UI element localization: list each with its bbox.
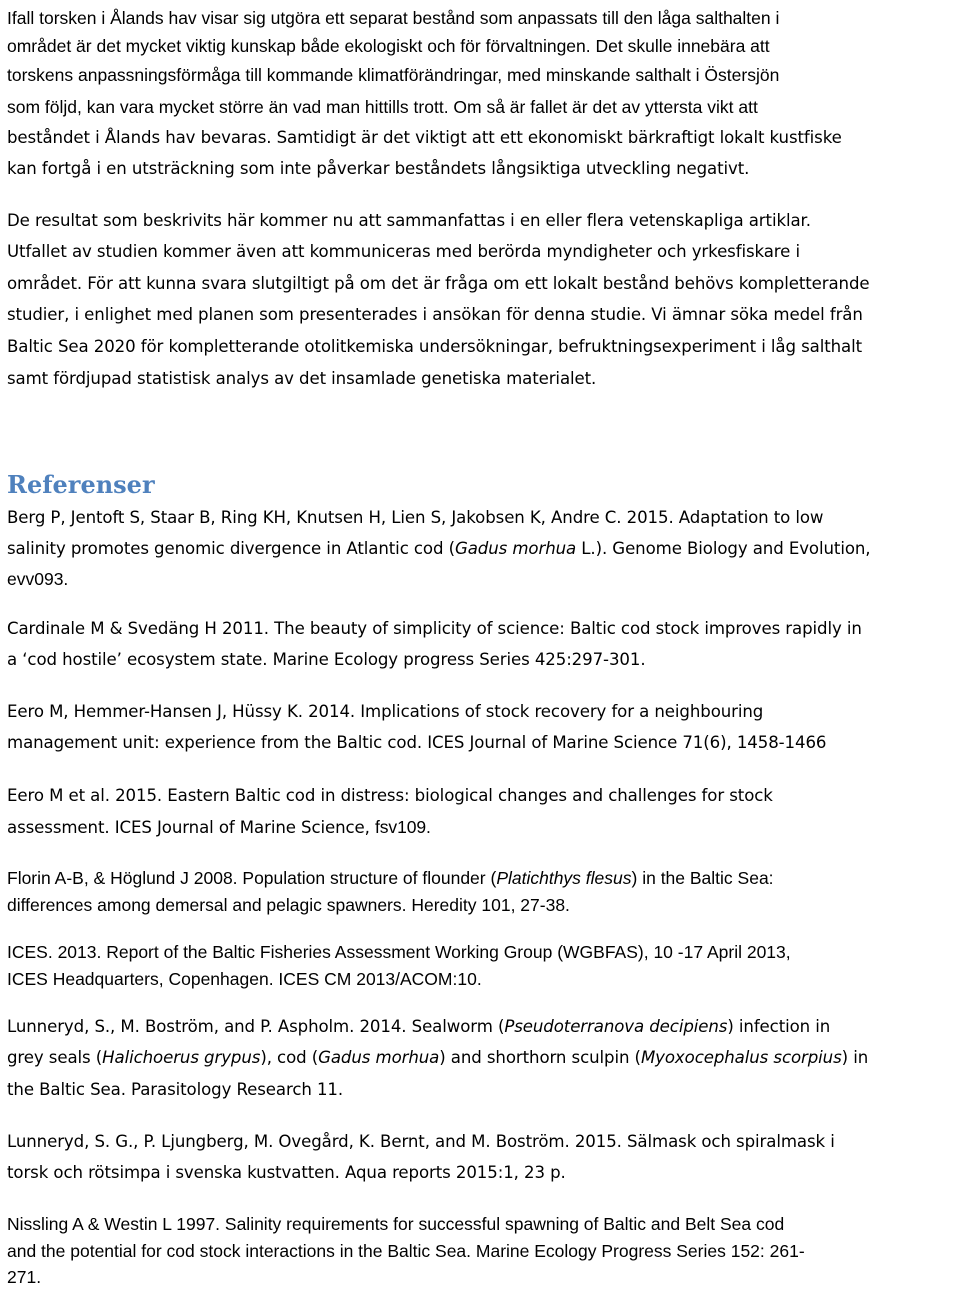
paragraph-1-line-1: Ifall torsken i Ålands hav visar sig utgöra ett separat bestånd som anpassats till den låga salthalten i (7, 8, 780, 28)
reference-nissling-line-2: and the potential for cod stock interactions in the Baltic Sea. Marine Ecology Progress Series 152: 261- (7, 1241, 805, 1261)
reference-lunneryd-2014-line-1: Lunneryd, S., M. Boström, and P. Aspholm. 2014. Sealworm (Pseudoterranova decipiens) infection in (7, 1017, 831, 1036)
reference-berg-line-3: evv093. (7, 569, 69, 589)
reference-eero-2014-line-1: Eero M, Hemmer-Hansen J, Hüssy K. 2014. Implications of stock recovery for a neighbouring (7, 702, 764, 721)
reference-eero-2014-line-2: management unit: experience from the Baltic cod. ICES Journal of Marine Science 71(6), 1458-1466 (7, 733, 827, 752)
references-heading: Referenser (7, 470, 155, 499)
reference-ices-line-2: ICES Headquarters, Copenhagen. ICES CM 2013/ACOM:10. (7, 969, 482, 989)
reference-berg-line-2: salinity promotes genomic divergence in Atlantic cod (Gadus morhua L.). Genome Biology and Evolution, (7, 539, 871, 558)
reference-lunneryd-2015-line-2: torsk och rötsimpa i svenska kustvatten. Aqua reports 2015:1, 23 p. (7, 1163, 566, 1182)
paragraph-2-line-6: samt fördjupad statistisk analys av det insamlade genetiska materialet. (7, 369, 597, 388)
reference-lunneryd-2014-line-3: the Baltic Sea. Parasitology Research 11. (7, 1080, 344, 1099)
reference-ices-line-1: ICES. 2013. Report of the Baltic Fisheries Assessment Working Group (WGBFAS), 10 -17 April 2013, (7, 942, 791, 962)
reference-nissling-line-3: 271. (7, 1267, 42, 1287)
paragraph-2-line-3: området. För att kunna svara slutgiltigt på om det är fråga om ett lokalt bestånd behövs kompletterande (7, 274, 870, 293)
paragraph-1-line-2: området är det mycket viktig kunskap både ekologiskt och för förvaltningen. Det skulle innebära att (7, 36, 770, 56)
paragraph-2-line-4: studier, i enlighet med planen som presenterades i ansökan för denna studie. Vi ämnar söka medel från (7, 305, 863, 324)
reference-eero-2015-line-2: assessment. ICES Journal of Marine Science, fsv109. (7, 817, 431, 837)
reference-cardinale-line-2: a ‘cod hostile’ ecosystem state. Marine Ecology progress Series 425:297-301. (7, 650, 646, 669)
reference-berg-line-1: Berg P, Jentoft S, Staar B, Ring KH, Knutsen H, Lien S, Jakobsen K, Andre C. 2015. Adaptation to low (7, 508, 824, 527)
paragraph-1-line-3: torskens anpassningsförmåga till kommande klimatförändringar, med minskande salthalt i Östersjön (7, 65, 780, 85)
paragraph-2-line-5: Baltic Sea 2020 för kompletterande otolitkemiska undersökningar, befruktningsexperiment i låg salthalt (7, 337, 863, 356)
paragraph-1-line-6: kan fortgå i en utsträckning som inte påverkar beståndets långsiktiga utveckling negativt. (7, 159, 750, 178)
reference-florin-line-1: Florin A-B, & Höglund J 2008. Population structure of flounder (Platichthys flesus) in the Baltic Sea: (7, 868, 774, 888)
reference-cardinale-line-1: Cardinale M & Svedäng H 2011. The beauty of simplicity of science: Baltic cod stock improves rapidly in (7, 619, 862, 638)
paragraph-1-line-4: som följd, kan vara mycket större än vad man hittills trott. Om så är fallet är det av yttersta vikt att (7, 97, 758, 117)
reference-lunneryd-2015-line-1: Lunneryd, S. G., P. Ljungberg, M. Ovegård, K. Bernt, and M. Boström. 2015. Sälmask och spiralmask i (7, 1132, 835, 1151)
paragraph-2-line-2: Utfallet av studien kommer även att kommuniceras med berörda myndigheter och yrkesfiskare i (7, 242, 800, 261)
paragraph-2-line-1: De resultat som beskrivits här kommer nu att sammanfattas i en eller flera vetenskapliga artiklar. (7, 211, 811, 230)
reference-nissling-line-1: Nissling A & Westin L 1997. Salinity requirements for successful spawning of Baltic and Belt Sea cod (7, 1214, 785, 1234)
reference-lunneryd-2014-line-2: grey seals (Halichoerus grypus), cod (Gadus morhua) and shorthorn sculpin (Myoxocephalus scorpius) in (7, 1048, 869, 1067)
reference-florin-line-2: differences among demersal and pelagic spawners. Heredity 101, 27-38. (7, 895, 570, 915)
reference-eero-2015-line-1: Eero M et al. 2015. Eastern Baltic cod in distress: biological changes and challenges for stock (7, 786, 773, 805)
paragraph-1-line-5: beståndet i Ålands hav bevaras. Samtidigt är det viktigt att ett ekonomiskt bärkraftigt lokalt kustfiske (7, 128, 842, 147)
